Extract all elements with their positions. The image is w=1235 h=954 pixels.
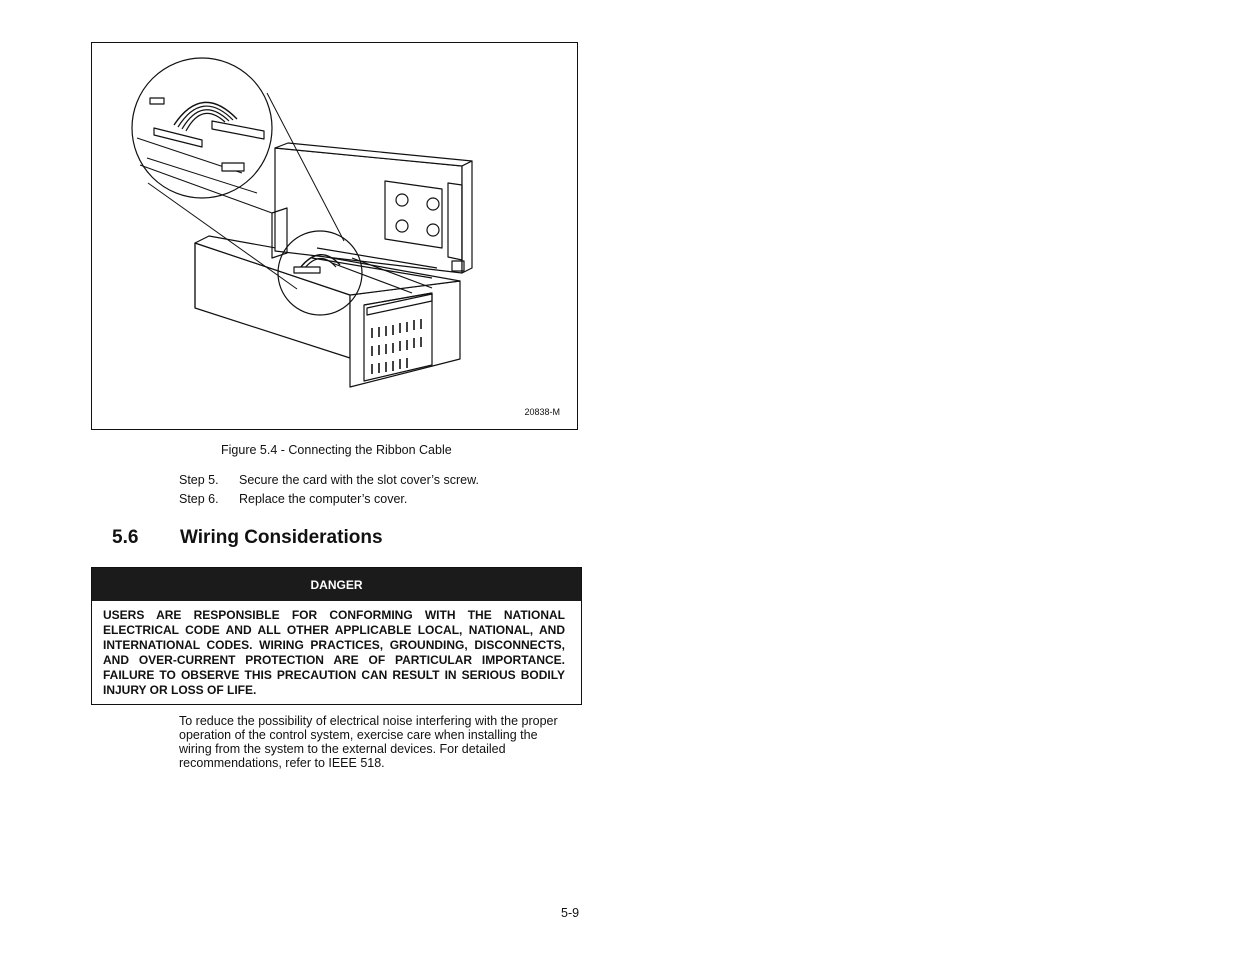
figure-frame: [91, 42, 578, 430]
step-number: Step 6.: [179, 492, 219, 506]
ribbon-cable-illustration: [92, 43, 579, 431]
step-number: Step 5.: [179, 473, 219, 487]
danger-text: USERS ARE RESPONSIBLE FOR CONFORMING WITH THE NATIONAL ELECTRICAL CODE AND ALL OTHER APPLICABLE LOCAL, NATIONAL, AND INTERNATIONAL CODES. WIRING PRACTICES, GROUNDING, DISCONNECTS, AND OVER-CURRENT PROTECTION ARE OF PARTICULAR IMPORTANCE. FAILURE TO OBSERVE THIS PRECAUTION CAN RESULT IN SERIOUS BODILY INJURY OR LOSS OF LIFE.: [103, 608, 565, 697]
step-item: [179, 473, 479, 487]
section-heading: [112, 527, 383, 549]
figure-caption: Figure 5.4 - Connecting the Ribbon Cable: [221, 443, 452, 457]
page-number: 5-9: [561, 906, 580, 920]
danger-heading: DANGER: [92, 568, 581, 601]
section-number: 5.6: [112, 527, 139, 548]
figure-code: 20838-M: [524, 407, 560, 417]
step-text: Secure the card with the slot cover’s screw.: [239, 473, 479, 487]
step-item: [179, 492, 407, 506]
danger-notice: [91, 567, 582, 705]
step-text: Replace the computer’s cover.: [239, 492, 408, 506]
body-paragraph: To reduce the possibility of electrical noise interfering with the proper operation of the control system, exercise care when installing the wiring from the system to the external devices. For detailed recommendations, refer to IEEE 518.: [179, 714, 558, 770]
section-title: Wiring Considerations: [180, 527, 383, 548]
